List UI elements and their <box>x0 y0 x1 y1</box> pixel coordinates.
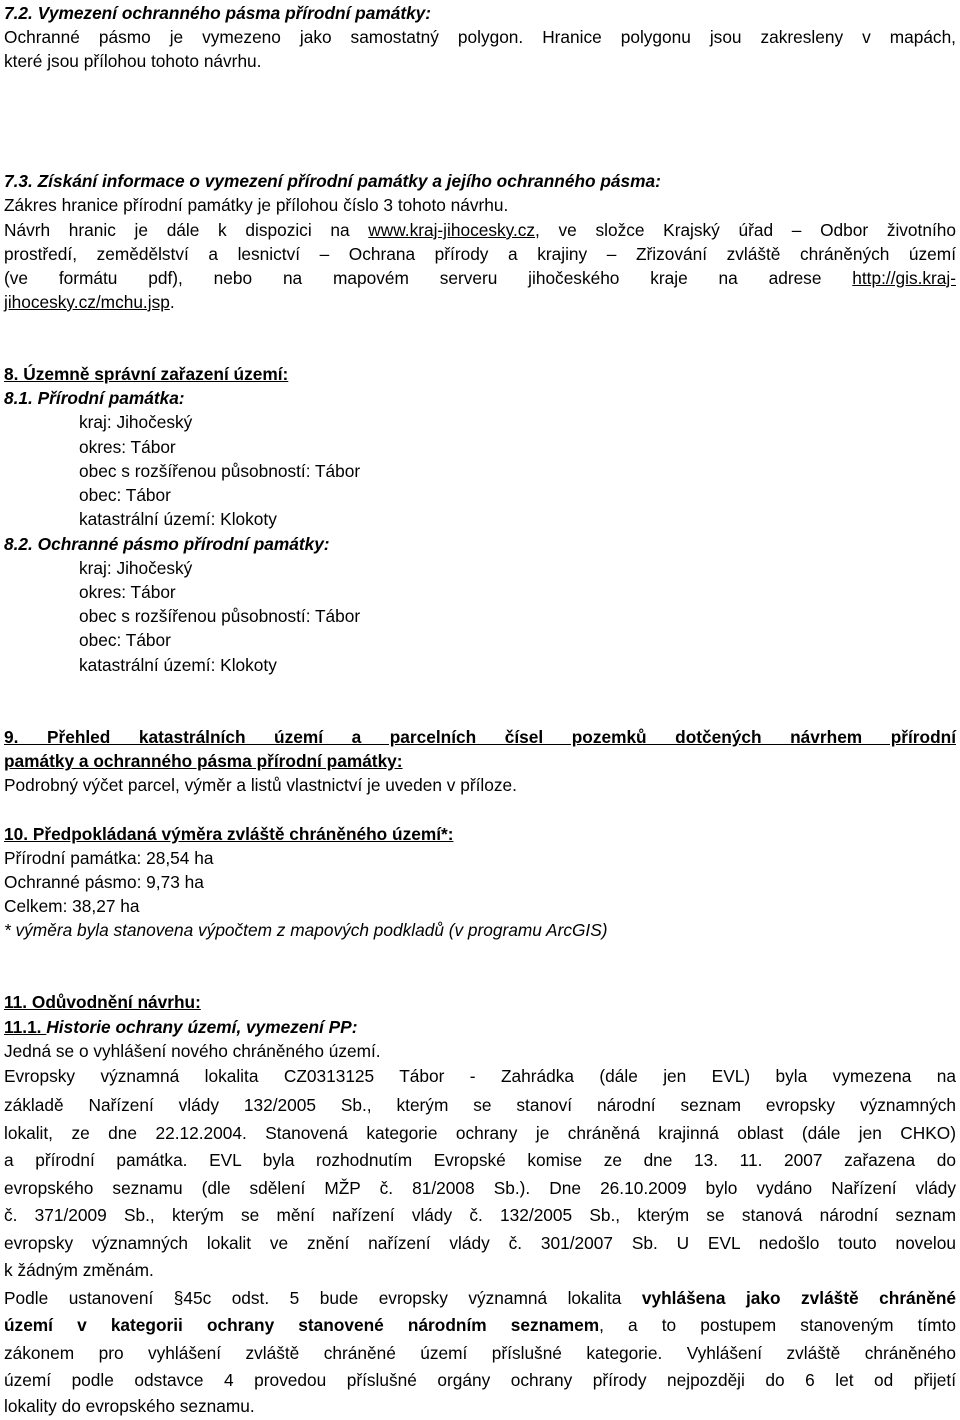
text-span: , a to postupem stanoveným tímto <box>599 1315 956 1335</box>
section-8-1-item: kraj: Jihočeský <box>79 412 193 432</box>
heading-number: 8.2. <box>4 534 38 554</box>
section-11-p2-line: č. 371/2009 Sb., kterým se mění nařízení vlády č. 132/2005 Sb., kterým se stanová národní seznam <box>4 1205 956 1225</box>
heading-text: Přírodní památka: <box>37 388 185 408</box>
section-8-1-item: obec s rozšířenou působností: Tábor <box>79 461 361 481</box>
text-span: , ve složce Krajský úřad – Odbor životního <box>535 220 956 240</box>
section-11-p3-line-4: území podle odstavce 4 provedou příslušné orgány ochrany přírody nejpozději do 6 let od přijetí <box>4 1370 956 1390</box>
section-8-2-item: katastrální území: Klokoty <box>79 655 277 675</box>
section-8-2-item: okres: Tábor <box>79 582 176 602</box>
section-11-p3-line-5: lokality do evropského seznamu. <box>4 1396 255 1416</box>
text-span: Podle ustanovení §45c odst. 5 bude evropsky významná lokalita <box>4 1288 642 1308</box>
heading-number: 8.1. <box>4 388 38 408</box>
section-8-2-heading <box>4 532 330 556</box>
section-7-2-heading: 7.2. Vymezení ochranného pásma přírodní památky: <box>4 3 432 23</box>
section-9-heading-line-2: památky a ochranného pásma přírodní památky: <box>4 751 403 771</box>
bold-span: vyhlášena jako zvláště chráněné <box>641 1288 956 1308</box>
section-7-3-line-5 <box>4 290 175 314</box>
heading-text: Ochranné pásmo přírodní památky: <box>37 534 330 554</box>
kraj-jihocesky-link[interactable]: www.kraj-jihocesky.cz <box>368 220 536 240</box>
section-10-heading: 10. Předpokládaná výměra zvláště chráněného území*: <box>4 824 454 844</box>
section-11-p2-line: evropského seznamu (dle sdělení MŽP č. 81/2008 Sb.). Dne 26.10.2009 bylo vydáno Nařízení vlády <box>4 1178 956 1198</box>
section-9-text: Podrobný výčet parcel, výměr a listů vlastnictví je uveden v příloze. <box>4 775 517 795</box>
section-9-heading-line-1: 9. Přehled katastrálních území a parcelních čísel pozemků dotčených návrhem přírodní <box>4 727 956 747</box>
section-11-1-heading <box>4 1015 357 1039</box>
section-8-1-item: obec: Tábor <box>79 485 171 505</box>
section-8-heading: 8. Územně správní zařazení území: <box>4 364 289 384</box>
section-11-p3-line-1 <box>4 1286 956 1310</box>
area-note: * výměra byla stanovena výpočtem z mapových podkladů (v programu ArcGIS) <box>4 920 608 940</box>
section-11-p2-line: k žádným změnám. <box>4 1260 154 1280</box>
section-11-p2-line: Evropsky významná lokalita CZ0313125 Tábor - Zahrádka (dále jen EVL) byla vymezena na <box>4 1066 956 1086</box>
section-11-paragraph-1: Jedná se o vyhlášení nového chráněného území. <box>4 1041 381 1061</box>
section-11-p2-line: evropsky významných lokalit ve znění nařízení vlády č. 301/2007 Sb. U EVL nedošlo touto novelou <box>4 1233 956 1253</box>
section-7-3-line-1: Zákres hranice přírodní památky je přílohou číslo 3 tohoto návrhu. <box>4 195 509 215</box>
section-8-1-item: okres: Tábor <box>79 437 176 457</box>
section-11-p2-line: a přírodní památka. EVL byla rozhodnutím Evropské komise ze dne 13. 11. 2007 zařazena do <box>4 1150 956 1170</box>
heading-text: Historie ochrany území, vymezení PP: <box>46 1017 358 1037</box>
section-8-1-heading <box>4 386 185 410</box>
area-line: Přírodní památka: 28,54 ha <box>4 848 214 868</box>
section-8-2-item: obec s rozšířenou působností: Tábor <box>79 606 361 626</box>
section-7-3-heading: 7.3. Získání informace o vymezení přírodní památky a jejího ochranného pásma: <box>4 171 661 191</box>
text-span: . <box>169 292 175 312</box>
section-7-3-line-2 <box>4 218 956 242</box>
section-7-3-line-3: prostředí, zemědělství a lesnictví – Ochrana přírody a krajiny – Zřizování zvláště chráněných území <box>4 244 956 264</box>
section-11-p2-line: základě Nařízení vlády 132/2005 Sb., kterým se stanoví národní seznam evropsky významných <box>4 1095 956 1115</box>
section-8-2-item: obec: Tábor <box>79 630 171 650</box>
section-7-2-line-2: které jsou přílohou tohoto návrhu. <box>4 51 262 71</box>
section-11-heading: 11. Odůvodnění návrhu: <box>4 992 201 1012</box>
section-11-p3-line-2 <box>4 1313 956 1337</box>
gis-link-part-2[interactable]: jihocesky.cz/mchu.jsp <box>4 292 170 312</box>
section-7-2-line-1: Ochranné pásmo je vymezeno jako samostatný polygon. Hranice polygonu jsou zakresleny v mapách, <box>4 27 956 47</box>
section-8-2-item: kraj: Jihočeský <box>79 558 193 578</box>
section-11-p2-line: lokalit, ze dne 22.12.2004. Stanovená kategorie ochrany je chráněná krajinná oblast (dále jen CHKO) <box>4 1123 956 1143</box>
heading-number: 11.1. <box>4 1017 47 1037</box>
section-11-p3-line-3: zákonem pro vyhlášení zvláště chráněné území příslušné kategorie. Vyhlášení zvláště chráněného <box>4 1343 956 1363</box>
section-8-1-item: katastrální území: Klokoty <box>79 509 277 529</box>
area-line: Ochranné pásmo: 9,73 ha <box>4 872 204 892</box>
gis-link-part-1[interactable]: http://gis.kraj- <box>852 268 956 288</box>
text-span: Návrh hranic je dále k dispozici na <box>4 220 369 240</box>
area-line: Celkem: 38,27 ha <box>4 896 140 916</box>
section-7-3-line-4 <box>4 266 956 290</box>
text-span: (ve formátu pdf), nebo na mapovém serveru jihočeského kraje na adrese <box>4 268 853 288</box>
bold-span: území v kategorii ochrany stanovené národním seznamem <box>4 1315 600 1335</box>
